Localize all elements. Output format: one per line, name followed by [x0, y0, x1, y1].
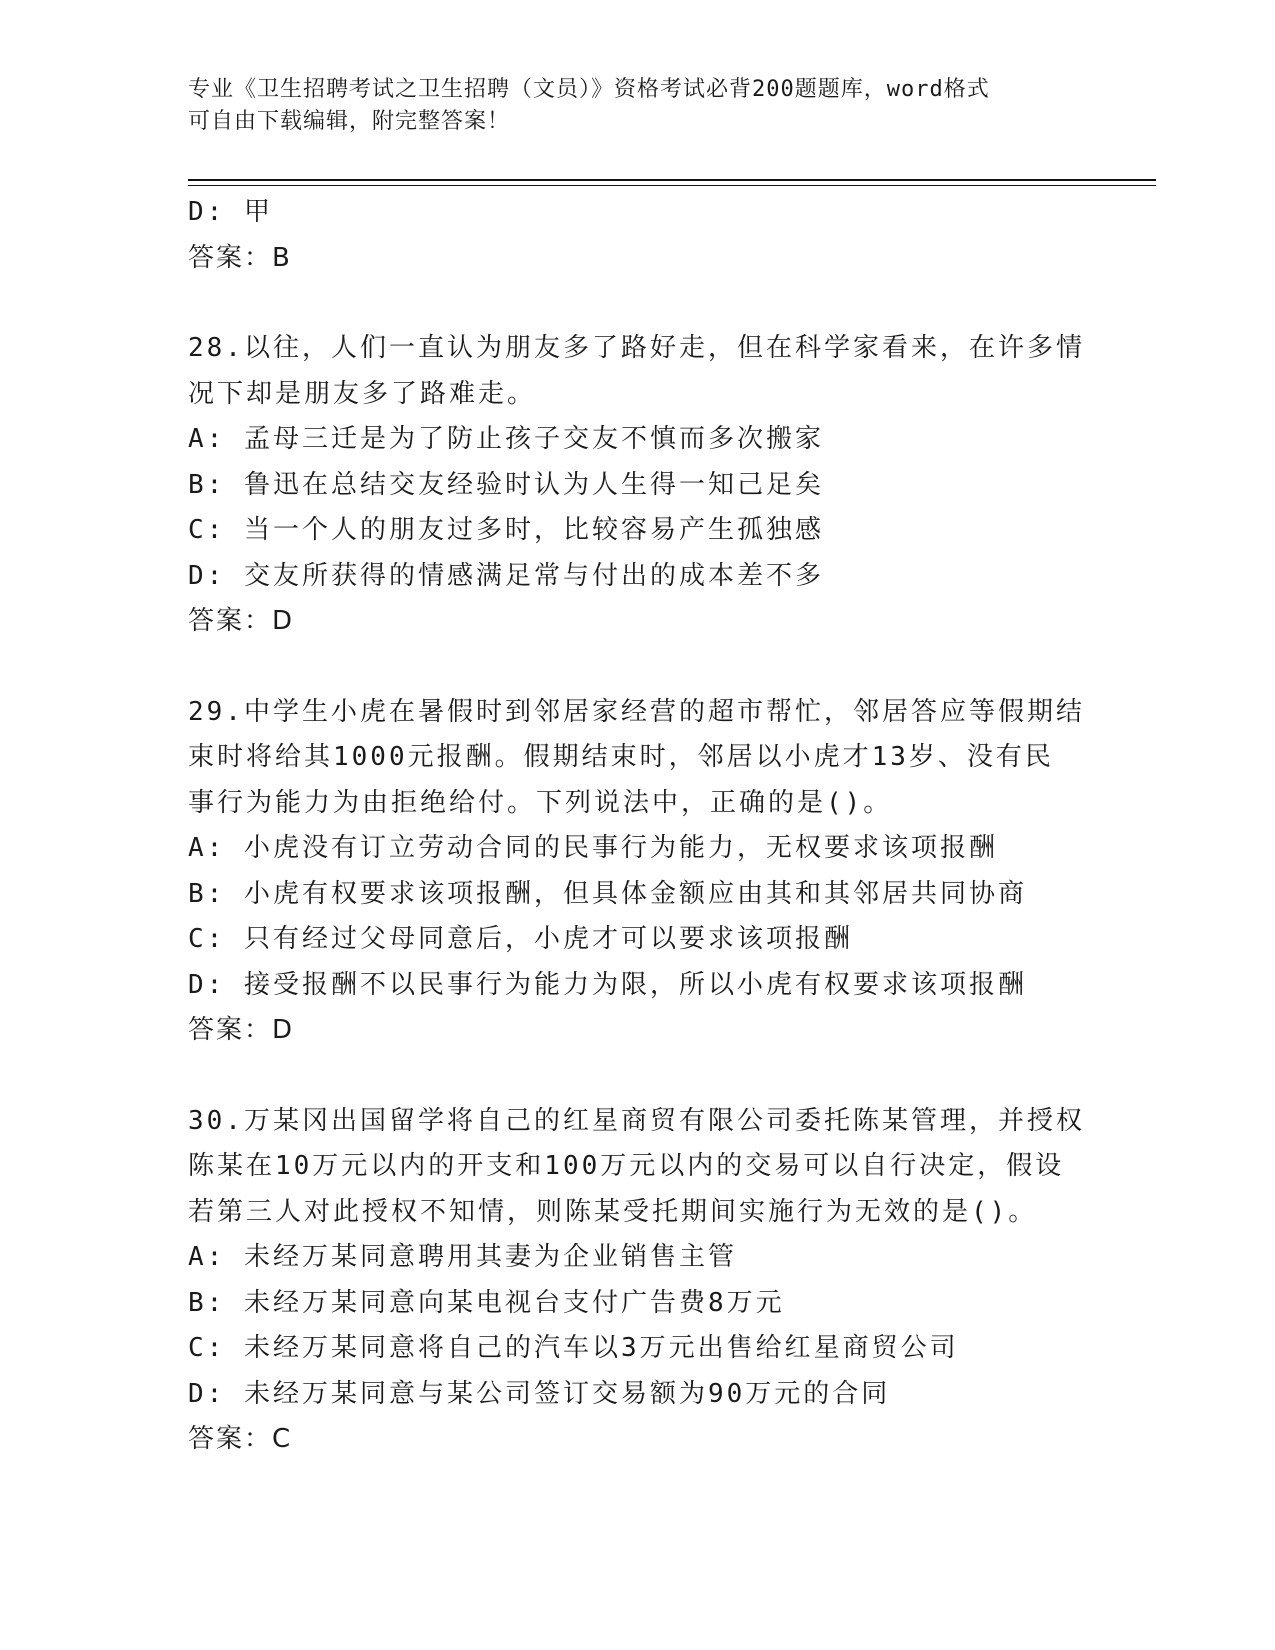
question-29	[188, 690, 1088, 1054]
option-c: C: 当一个人的朋友过多时，比较容易产生孤独感	[188, 515, 824, 545]
option-c: C: 未经万某同意将自己的汽车以3万元出售给红星商贸公司	[188, 1333, 959, 1363]
answer: 答案：D	[188, 606, 295, 636]
document-header	[188, 74, 1068, 138]
option-c: C: 只有经过父母同意后，小虎才可以要求该项报酬	[188, 924, 853, 954]
option-a: A: 孟母三迁是为了防止孩子交友不慎而多次搬家	[188, 424, 824, 454]
option-d: D: 未经万某同意与某公司签订交易额为90万元的合同	[188, 1378, 891, 1409]
prev-answer: 答案：B	[188, 242, 292, 273]
question-28	[188, 326, 1088, 645]
header-title-line-1: 专业《卫生招聘考试之卫生招聘（文员）》资格考试必背200题题库，word格式	[188, 77, 990, 102]
question-stem-line: 29.中学生小虎在暑假时到邻居家经营的超市帮忙，邻居答应等假期结	[188, 696, 1085, 727]
question-30	[188, 1099, 1088, 1463]
option-b: B: 未经万某同意向某电视台支付广告费8万元	[188, 1287, 785, 1318]
question-content	[188, 190, 1088, 1463]
question-stem-line: 束时将给其1000元报酬。假期结束时，邻居以小虎才13岁、没有民	[188, 742, 1054, 772]
answer: 答案：D	[188, 1015, 295, 1045]
option-b: B: 小虎有权要求该项报酬，但具体金额应由其和其邻居共同协商	[188, 878, 1027, 909]
question-stem-line: 30.万某冈出国留学将自己的红星商贸有限公司委托陈某管理，并授权	[188, 1105, 1085, 1136]
question-stem-line: 陈某在10万元以内的开支和100万元以内的交易可以自行决定，假设	[188, 1151, 1065, 1181]
question-stem-line: 事行为能力为由拒绝给付。下列说法中，正确的是()。	[188, 787, 893, 818]
answer: 答案：C	[188, 1424, 293, 1454]
header-rule-thin	[188, 185, 1156, 186]
option-b: B: 鲁迅在总结交友经验时认为人生得一知己足矣	[188, 469, 824, 500]
prev-option-d: D: 甲	[188, 197, 273, 227]
option-a: A: 未经万某同意聘用其妻为企业销售主管	[188, 1242, 737, 1272]
option-d: D: 交友所获得的情感满足常与付出的成本差不多	[188, 560, 824, 591]
question-stem-line: 况下却是朋友多了路难走。	[188, 378, 537, 409]
option-d: D: 接受报酬不以民事行为能力为限，所以小虎有权要求该项报酬	[188, 969, 1027, 1000]
question-stem-line: 若第三人对此授权不知情，则陈某受托期间实施行为无效的是()。	[188, 1196, 1038, 1227]
header-rule-thick	[188, 179, 1156, 181]
option-a: A: 小虎没有订立劳动合同的民事行为能力，无权要求该项报酬	[188, 833, 998, 863]
question-stem-line: 28.以往，人们一直认为朋友多了路好走，但在科学家看来，在许多情	[188, 333, 1085, 363]
header-title-line-2: 可自由下载编辑，附完整答案！	[188, 109, 511, 134]
